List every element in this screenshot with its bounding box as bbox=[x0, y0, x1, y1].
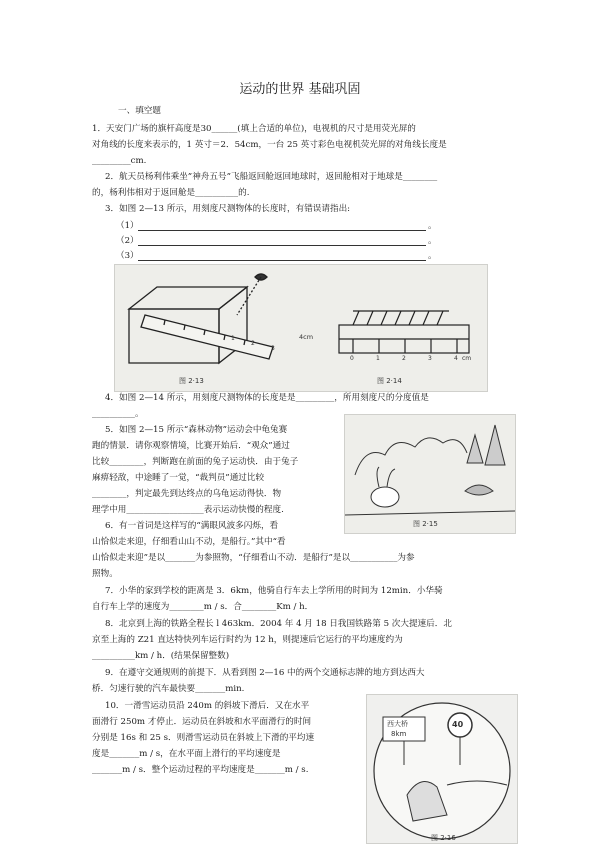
speed-limit-sign: 40 bbox=[452, 720, 464, 729]
q6-line-2: 山恰似走来迎，仔细看山山不动，是船行。”其中“看 bbox=[92, 537, 286, 547]
q10-line-4: 度是_______m / s，在水平面上滑行的平均速度是 bbox=[92, 749, 281, 759]
sign-destination: 西大桥 bbox=[387, 720, 408, 728]
q3-line-1: 3．如图 2—13 所示，用刻度尺测物体的长度时，有错误请指出: bbox=[105, 204, 351, 214]
fig14-tick-4: 4 bbox=[454, 355, 458, 362]
q3-item-2-blank bbox=[138, 245, 426, 246]
q3-item-2-label: （2） bbox=[116, 236, 139, 246]
figure-2-13-drawing bbox=[115, 265, 487, 391]
figure-2-15 bbox=[344, 414, 516, 534]
q3-item-1-blank bbox=[138, 230, 426, 231]
figure-2-13-caption: 图 2·13 bbox=[179, 377, 204, 385]
q5-line-1: 5．如图 2—15 所示“森林动物”运动会中龟兔赛 bbox=[105, 425, 288, 435]
q7-line-2: 自行车上学的速度为________m / s．合________Km / h． bbox=[92, 602, 314, 612]
q9-line-1: 9．在遵守交通规则的前提下．从看到图 2—16 中的两个交通标志牌的地方到达西大 bbox=[105, 668, 425, 678]
figure-2-15-drawing bbox=[345, 415, 515, 533]
fig13-tick-1: 1 bbox=[231, 335, 235, 342]
q3-item-1-dot: 。 bbox=[428, 221, 437, 231]
page-title: 运动的世界 基础巩固 bbox=[239, 82, 361, 97]
fig14-tick-1: 1 bbox=[376, 355, 380, 362]
q2-line-1: 2．航天员杨利伟乘坐”神舟五号”飞船返回舱返回地球时，返回舱相对于地球是________ bbox=[105, 172, 438, 182]
q10-line-1: 10．一滑雪运动员沿 240m 的斜坡下滑后．又在水平 bbox=[105, 701, 310, 711]
q1-line-3: _________cm. bbox=[92, 156, 147, 166]
q8-line-3: __________km / h．(结果保留整数) bbox=[92, 651, 230, 661]
q2-line-2: 的，杨利伟相对于返回舱是__________的. bbox=[92, 188, 250, 198]
fig13-tick-2: 2 bbox=[251, 340, 255, 347]
q9-line-2: 桥．匀速行驶的汽车最快要_______min. bbox=[92, 684, 245, 694]
fig13-tick-3: 3 bbox=[271, 345, 275, 352]
figure-2-15-caption: 图 2·15 bbox=[413, 520, 438, 528]
figure-2-14-caption: 图 2·14 bbox=[377, 377, 402, 385]
q3-item-1-label: （1） bbox=[116, 221, 139, 231]
q10-line-5: _______m / s．整个运动过程的平均速度是_______m / s. bbox=[92, 765, 309, 775]
q10-line-2: 面滑行 250m 才停止．运动员在斜坡和水平面滑行的时间 bbox=[92, 717, 312, 727]
fig13-unit: 4cm bbox=[299, 333, 314, 341]
q10-line-3: 分别是 16s 和 25 s．则滑雪运动员在斜坡上下滑的平均速 bbox=[92, 733, 315, 743]
q1-line-1: 1．天安门广场的旗杆高度是30______(填上合适的单位)，电视机的尺寸是用荧光屏的 bbox=[92, 124, 416, 134]
fig14-tick-0: 0 bbox=[350, 355, 354, 362]
q5-line-2: 跑的情景．请你观察情境，比赛开始后．“观众”通过 bbox=[92, 441, 290, 451]
fig14-tick-2: 2 bbox=[402, 355, 406, 362]
q7-line-1: 7．小华的家到学校的距离是 3．6km，他骑自行车去上学所用的时间为 12min．小华骑 bbox=[105, 586, 443, 596]
figure-2-16-caption: 图 2·16 bbox=[431, 834, 456, 842]
q4-line-2: __________。 bbox=[92, 409, 144, 419]
q6-line-4: 照物。 bbox=[92, 569, 118, 579]
q8-line-2: 京至上海的 Z21 直达特快列车运行时约为 12 h，则提速后它运行的平均速度约为 bbox=[92, 635, 403, 645]
q5-line-5: ________，判定最先到达终点的乌龟运动得快．物 bbox=[92, 489, 282, 499]
q3-item-3-blank bbox=[138, 260, 426, 261]
figure-2-13-2-14 bbox=[114, 264, 488, 392]
q3-item-2-dot: 。 bbox=[428, 236, 437, 246]
section-heading: 一、填空题 bbox=[118, 106, 161, 116]
q1-line-2: 对角线的长度来表示的，1 英寸＝2．54cm，一台 25 英寸彩色电视机荧光屏的对角线长度是 bbox=[92, 140, 447, 150]
q8-line-1: 8．北京到上海的铁路全程长 l 463km．2004 年 4 月 18 日我国铁路第 5 次大提速后．北 bbox=[105, 619, 452, 629]
q5-line-3: 比较________，判断跑在前面的兔子运动快．由于兔子 bbox=[92, 457, 299, 467]
figure-2-16 bbox=[366, 694, 518, 844]
q5-line-6: 理学中用__________________表示运动快慢的程度. bbox=[92, 505, 284, 515]
q6-line-1: 6．有一首词是这样写的“满眼风波多闪烁，看 bbox=[105, 521, 279, 531]
q4-line-1: 4．如图 2—14 所示，用刻度尺测物体的长度是是_________，所用刻度尺的分度值是 bbox=[105, 393, 429, 403]
figure-2-16-drawing bbox=[367, 695, 517, 843]
sign-distance: 8km bbox=[391, 730, 407, 738]
q3-item-3-dot: 。 bbox=[428, 251, 437, 261]
q3-item-3-label: （3） bbox=[116, 251, 139, 261]
fig14-unit: cm bbox=[462, 355, 472, 362]
q6-line-3: 山恰似走来迎”是以_______为参照物，“仔细看山不动．是船行”是以___________为参 bbox=[92, 553, 415, 563]
q5-line-4: 麻痹轻敌，中途睡了一觉，“裁判员”通过比较 bbox=[92, 473, 265, 483]
fig14-tick-3: 3 bbox=[428, 355, 432, 362]
